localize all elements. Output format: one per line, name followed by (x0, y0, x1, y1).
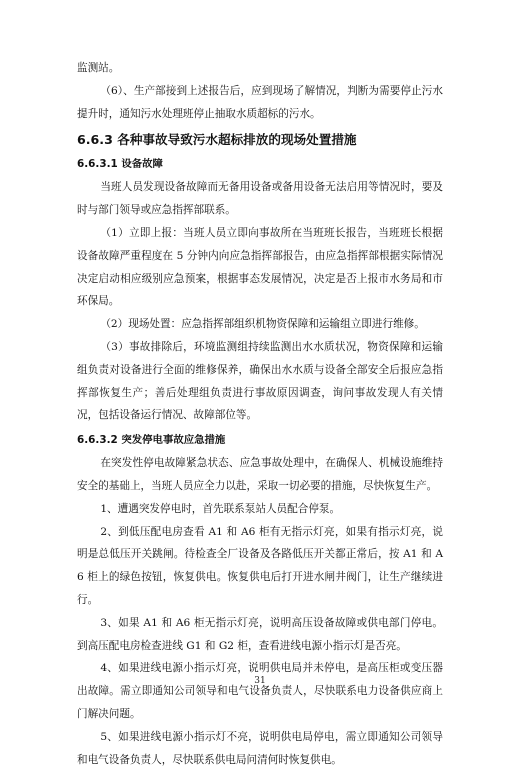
paragraph-outage-step-4: 4、如果进线电源小指示灯亮，说明供电局并未停电，是高压柜或变压器出故障。需立即通知公司领导和电气设备负责人，尽快联系电力设备供应商上门解决问题。 (77, 662, 443, 720)
subsection-heading-equipment-failure: 6.6.3.1 设备故障 (77, 158, 163, 171)
section-heading-6-6-3: 6.6.3 各种事故导致污水超标排放的现场处置措施 (77, 132, 357, 148)
paragraph-production-report: （6）、生产部接到上述报告后，应到现场了解情况，判断为需要停止污水提升时，通知污水处理班停止抽取水质超标的污水。 (77, 84, 443, 120)
paragraph-outage-step-1: 1、遭遇突发停电时，首先联系泵站人员配合停泵。 (100, 502, 341, 515)
paragraph-outage-step-3: 3、如果 A1 和 A6 柜无指示灯亮，说明高压设备故障或供电部门停电。到高压配电房检查进线 G1 和 G2 柜，查看进线电源小指示灯是否亮。 (77, 616, 443, 652)
subsection-heading-power-outage: 6.6.3.2 突发停电事故应急措施 (77, 434, 226, 447)
paragraph-outage-intro: 在突发性停电故障紧急状态、应急事故处理中，在确保人、机械设施维持安全的基础上，当班人员应全力以赴，采取一切必要的措施，尽快恢复生产。 (77, 457, 443, 492)
paragraph-continued: 监测站。 (77, 62, 120, 74)
paragraph-onsite-handling: （2）现场处置：应急指挥部组织机物资保障和运输组立即进行维修。 (100, 318, 425, 331)
paragraph-equipment-intro: 当班人员发现设备故障而无备用设备或备用设备无法启用等情况时，要及时与部门领导或应急指挥部联系。 (77, 181, 443, 217)
paragraph-outage-step-2: 2、到低压配电房查看 A1 和 A6 柜有无指示灯亮，如果有指示灯亮，说明是总低压开关跳闸。待检查全厂设备及各路低压开关都正常后，按 A1 和 A6 柜上的绿色按钮，恢复供电。恢复供电后打开进水闸井阀门，让生产继续进行。 (77, 525, 443, 606)
paragraph-outage-step-5: 5、如果进线电源小指示灯不亮，说明供电局停电，需立即通知公司领导和电气设备负责人，尽快联系供电局问清何时恢复供电。 (77, 730, 443, 766)
paragraph-after-recovery: （3）事故排除后，环境监测组持续监测出水水质状况，物资保障和运输组负责对设备进行全面的维修保养，确保出水水质与设备全部安全后报应急指挥部恢复生产；善后处理组负责进行事故原因调查，询问事故发现人有关情况，包括设备运行情况、故障部位等。 (77, 340, 443, 422)
paragraph-immediate-report: （1）立即上报：当班人员立即向事故所在当班班长报告，当班班长根据设备故障严重程度在 5 分钟内向应急指挥部报告，由应急指挥部根据实际情况决定启动相应级别应急预案，根据事态发展情况，决定是否上报市水务局和市环保局。 (77, 226, 443, 308)
page-number: 31 (254, 676, 266, 686)
